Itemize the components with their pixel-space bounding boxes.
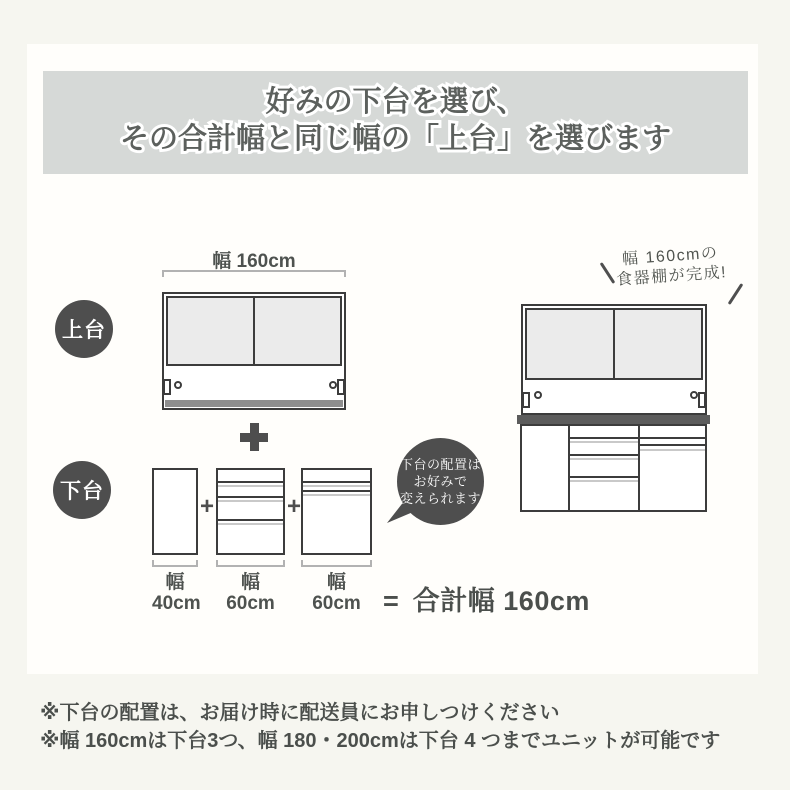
drawer-shadow bbox=[640, 449, 705, 451]
drawer-shadow bbox=[303, 494, 370, 496]
annotation-line2: 食器棚が完成! bbox=[615, 264, 728, 289]
drawer-shadow bbox=[570, 441, 638, 443]
annotation-line1: 幅 160cmの bbox=[621, 244, 719, 269]
drawer-line bbox=[570, 476, 638, 478]
door-edge-pull-left bbox=[163, 379, 171, 395]
drawer-shadow bbox=[218, 500, 283, 502]
total-width-row bbox=[383, 579, 590, 618]
sliding-door-handle-right bbox=[329, 381, 337, 389]
banner-title-line1: 好みの下台を選び、 bbox=[265, 86, 526, 118]
drawer-shadow bbox=[570, 480, 638, 482]
assembled-lower-cabinet bbox=[520, 424, 707, 512]
equals-sign: = bbox=[383, 586, 399, 616]
lower-unit-badge: 下台 bbox=[53, 461, 111, 519]
plus-vertical-bar bbox=[250, 423, 259, 451]
drawer-shadow bbox=[303, 485, 370, 487]
drawer-line bbox=[303, 481, 370, 483]
width-bracket-40cm bbox=[152, 560, 198, 567]
lower-cabinet-drawer-door-60cm bbox=[301, 468, 372, 555]
assembled-upper-cabinet bbox=[521, 304, 707, 415]
plus-icon-small-1: + bbox=[199, 493, 214, 520]
placement-note-bubble bbox=[397, 438, 484, 525]
plus-icon bbox=[240, 423, 268, 451]
assembled-glass-doors bbox=[525, 308, 703, 380]
plus-icon-small-2: + bbox=[286, 493, 301, 520]
unit-width-label-1 bbox=[152, 570, 201, 614]
sliding-door-handle-left bbox=[534, 391, 542, 399]
upper-unit-badge: 上台 bbox=[55, 300, 113, 358]
footnote-line1: ※下台の配置は、お届け時に配送員にお申しつけください bbox=[40, 702, 560, 724]
upper-width-bracket bbox=[162, 270, 346, 277]
sliding-door-handle-right bbox=[690, 391, 698, 399]
lower-cabinet-door-40cm bbox=[152, 468, 198, 555]
width-char: 幅 bbox=[240, 572, 260, 593]
unit-width-label-3 bbox=[301, 570, 372, 614]
drawer-line bbox=[218, 481, 283, 483]
upper-cabinet-base-strip bbox=[165, 400, 343, 407]
sliding-door-handle-left bbox=[174, 381, 182, 389]
width-value: 60cm bbox=[312, 593, 361, 614]
bubble-line2: お好みで bbox=[413, 474, 468, 489]
upper-width-label: 幅 160cm bbox=[212, 251, 296, 272]
drawer-line bbox=[570, 437, 638, 439]
width-char: 幅 bbox=[165, 572, 185, 593]
glass-door-divider bbox=[613, 310, 615, 378]
door-edge-pull-right bbox=[337, 379, 345, 395]
drawer-line bbox=[570, 454, 638, 456]
drawer-shadow bbox=[218, 485, 283, 487]
footnote-line2: ※幅 160cmは下台3つ、幅 180・200cmは下台 4 つまでユニットが可能です bbox=[40, 730, 721, 752]
drawer-line bbox=[218, 496, 283, 498]
width-bracket-60cm-1 bbox=[216, 560, 285, 567]
door-edge-pull-right bbox=[698, 392, 706, 408]
door-edge-pull-left bbox=[522, 392, 530, 408]
header-banner bbox=[43, 71, 748, 174]
width-bracket-60cm-2 bbox=[301, 560, 372, 567]
drawer-line bbox=[303, 490, 370, 492]
upper-cabinet-diagram bbox=[162, 292, 346, 410]
bubble-line1: 下台の配置は bbox=[399, 457, 481, 472]
glass-door-divider bbox=[253, 298, 255, 364]
lower-cabinet-drawers-60cm bbox=[216, 468, 285, 555]
total-width-label: 合計幅 160cm bbox=[412, 586, 590, 616]
width-char: 幅 bbox=[326, 572, 346, 593]
unit-width-label-2 bbox=[216, 570, 285, 614]
drawer-line bbox=[640, 444, 705, 446]
banner-title-line2: その合計幅と同じ幅の「上台」を選びます bbox=[119, 123, 671, 155]
drawer-line bbox=[218, 519, 283, 521]
countertop-strip bbox=[517, 415, 710, 424]
width-value: 40cm bbox=[152, 593, 201, 614]
bubble-line3: 変えられます bbox=[399, 491, 481, 506]
drawer-shadow bbox=[218, 523, 283, 525]
drawer-line bbox=[640, 437, 705, 439]
drawer-shadow bbox=[570, 458, 638, 460]
width-value: 60cm bbox=[226, 593, 275, 614]
upper-cabinet-glass-doors bbox=[166, 296, 342, 366]
